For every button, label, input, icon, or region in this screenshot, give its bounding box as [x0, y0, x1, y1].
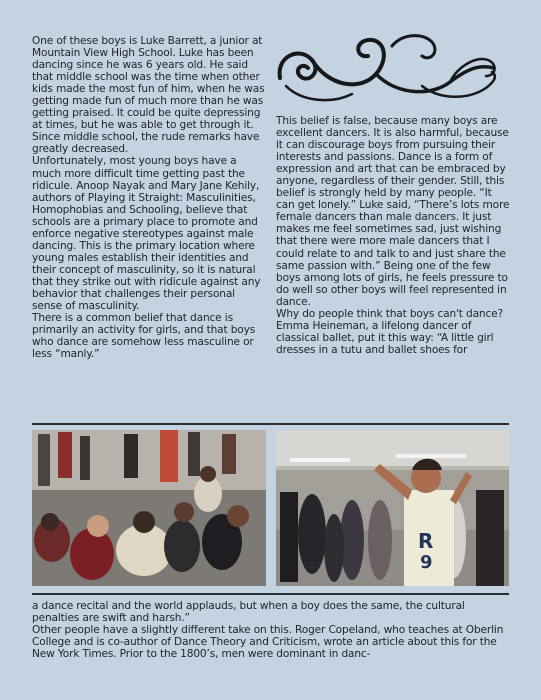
article-bottom-text — [32, 600, 512, 660]
paragraph: Other people have a slightly different take on this. Roger Copeland, who teaches at Oberlin College and is co-author of Dance Theory and Criticism, wrote an article about this for the New York Times. Prior to the 1800’s, men were dominant in danc- — [32, 624, 504, 661]
dance-class-seated-students-photo — [32, 430, 266, 586]
paragraph: One of these boys is Luke Barrett, a junior at Mountain View High School. Luke has been dancing since he was 6 years old. He said that middle school was the time when other kids made the most fun of him, when he was getting made fun of much more than he was getting praised. It could be quite depressing at times, but he was able to get through it. Since middle school, the rude remarks have greatly decreased. — [32, 35, 265, 156]
divider-rule-top — [32, 423, 509, 425]
decorative-swirl-ornament — [272, 26, 506, 108]
paragraph: This belief is false, because many boys are excellent dancers. It is also harmful, because it can discourage boys from pursuing their interests and passions. Dance is a form of expression and art that can be embraced by anyone, regardless of their gender. Still, this belief is strongly held by many people. “It can get lonely.” Luke said, “There’s lots more female dancers than male dancers. It just makes me feel sometimes sad, just wishing that there were more male dancers that I could relate to and talk to and just share the same passion with.” Being one of the few boys among lots of girls, he feels pressure to do well so other boys will feel represented in dance. — [276, 115, 510, 308]
svg-text:9: 9 — [420, 552, 433, 573]
divider-rule-bottom — [32, 593, 509, 595]
male-dancer-rehearsal-photo — [276, 430, 509, 586]
paragraph: There is a common belief that dance is primarily an activity for girls, and that boys who dance are somehow less masculine or less “manly.” — [32, 312, 256, 361]
article-left-column — [32, 35, 268, 360]
paragraph: Why do people think that boys can't dance? Emma Heineman, a lifelong dancer of classical ballet, put it this way: “A little girl dresses in a tutu and ballet shoes for — [276, 307, 504, 356]
article-right-column — [276, 115, 512, 356]
paragraph: Unfortunately, most young boys have a much more difficult time getting past the ridicule. Anoop Nayak and Mary Jane Kehily, authors of Playing it Straight: Masculinities, Homophobias and Schooling, believe that schools are a primary place to promote and enforce negative stereotypes against male dancing. This is the primary location where young males establish their identities and their concept of masculinity, so it is natural that they strike out with ridicule against any behavior that challenges their personal sense of masculinity. — [32, 155, 261, 313]
paragraph: a dance recital and the world applauds, but when a boy does the same, the cultural penalties are swift and harsh.” — [32, 600, 465, 625]
svg-text:R: R — [418, 529, 434, 553]
